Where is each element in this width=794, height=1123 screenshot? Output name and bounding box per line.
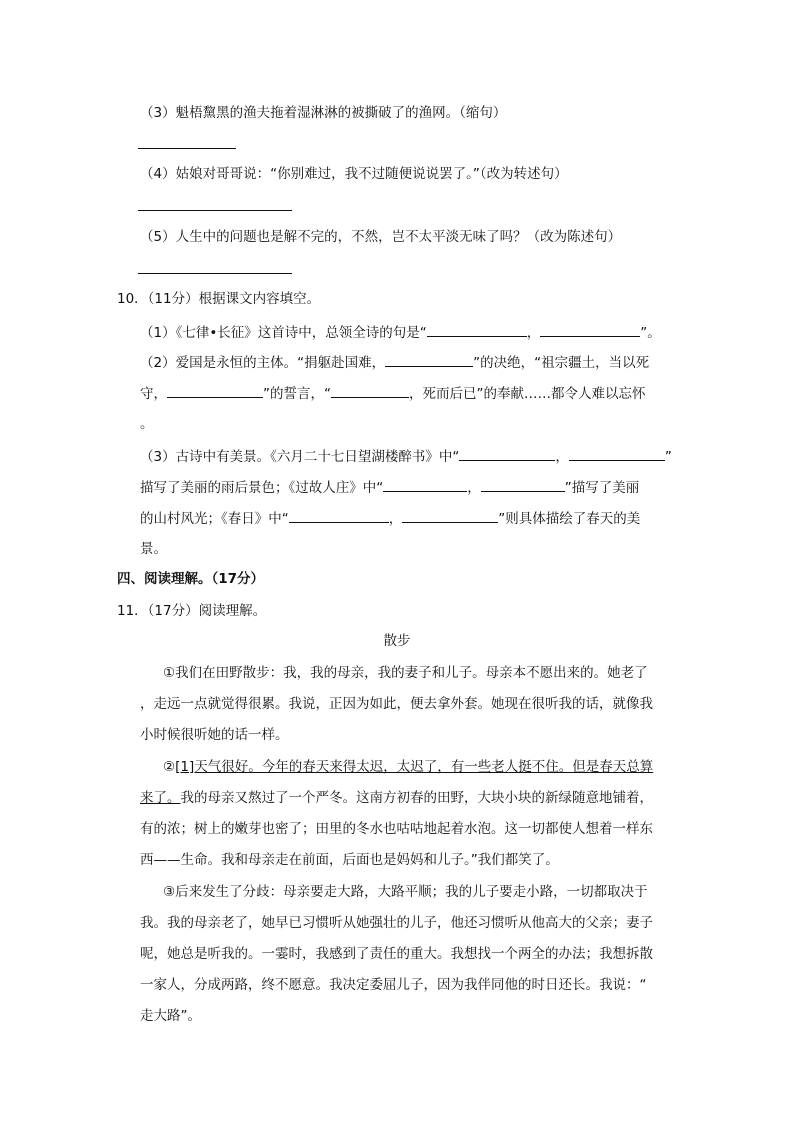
passage-title: 散步 [383, 633, 411, 649]
q10-s2-end: 。 [140, 416, 154, 432]
q10-s3-text: ” [664, 449, 672, 465]
passage-p2-line [163, 757, 653, 777]
passage-p1-line: ，走远一点就觉得很累。我说，正因为如此，便去拿外套。她现在很听我的话，就像我 [140, 696, 653, 712]
fill-blank[interactable] [481, 477, 565, 492]
passage-text: 我的母亲又熬过了一个严冬。这南方初春的田野，大块小块的新绿随意地铺着， [180, 790, 653, 806]
q9-item-3: （3）魁梧黧黑的渔夫拖着湿淋淋的被撕破了的渔网。（缩句） [140, 105, 507, 121]
q9-item-4: （4）姑娘对哥哥说：“你别难过，我不过随便说说罢了。”（改为转述句） [140, 166, 568, 182]
q10-s2-text: 守， [140, 386, 167, 402]
q10-s2-text: （2）爱国是永恒的主体。“捐躯赴国难， [140, 355, 386, 371]
fill-blank[interactable] [402, 508, 498, 523]
passage-p3-line: 我。我的母亲老了，她早已习惯听从她强壮的儿子，他还习惯听从他高大的父亲；妻子 [140, 915, 653, 931]
passage-p2-line [140, 788, 653, 808]
fill-blank[interactable] [459, 446, 555, 461]
q10-s2-text: ”的誓言，“ [263, 386, 331, 402]
q10-s3-text: 的山村风光；《春日》中“ [140, 511, 289, 527]
q10-s3-text: ， [467, 480, 481, 496]
q10-sub-3-cont [140, 477, 639, 498]
fill-blank[interactable] [331, 383, 409, 398]
fill-blank[interactable] [383, 477, 467, 492]
q11-header: 11．（17分）阅读理解。 [117, 603, 267, 619]
q10-s2-text: ，死而后已”的奉献……都令人难以忘怀 [409, 386, 646, 402]
q10-s3-text: （3）古诗中有美景。《六月二十七日望湖楼醉书》中“ [140, 449, 460, 465]
q10-s1-text: （1）《七律•长征》这首诗中，总领全诗的句是“ [140, 325, 427, 341]
passage-p2-line: 西——生命。我和母亲走在前面，后面也是妈妈和儿子。”我们都笑了。 [140, 852, 559, 868]
q10-s1-text: ”。 [640, 325, 661, 341]
underlined-sentence: 来了。 [140, 790, 181, 806]
fill-blank[interactable] [427, 322, 527, 337]
fill-blank[interactable] [289, 508, 389, 523]
answer-blank[interactable] [138, 210, 292, 211]
passage-p3-line: 呢，她总是听我的。一霎时，我感到了责任的重大。我想找一个两全的办法；我想拆散 [140, 946, 653, 962]
paragraph-number: ② [163, 759, 176, 775]
passage-p3-line: ③后来发生了分歧：母亲要走大路，大路平顺；我的儿子要走小路，一切都取决于 [163, 884, 648, 900]
section-heading: 四、阅读理解。（17分） [117, 571, 265, 587]
fill-blank[interactable] [540, 322, 640, 337]
answer-blank[interactable] [138, 148, 236, 149]
q10-s3-text: 描写了美丽的雨后景色；《过故人庄》中“ [140, 480, 384, 496]
passage-p3-line: 一家人，分成两路，终不愿意。我决定委屈儿子，因为我伴同他的时日还长。我说：“ [140, 977, 647, 993]
q10-s3-text: ， [388, 511, 403, 527]
q9-item-5: （5）人生中的问题也是解不完的，不然，岂不太平淡无味了吗？（改为陈述句） [140, 229, 622, 245]
fill-blank[interactable] [167, 383, 263, 398]
q10-s3-end: 景。 [140, 541, 167, 557]
passage-p1-line: 小时候很听她的话一样。 [140, 727, 289, 743]
passage-p2-line: 有的浓；树上的嫩芽也密了；田里的冬水也咕咕地起着水泡。这一切都使人想着一样东 [140, 821, 653, 837]
q10-s3-text: ， [555, 449, 569, 465]
q10-sub-2-cont [140, 383, 646, 404]
underlined-sentence: [1]天气很好。今年的春天来得太迟，太迟了，有一些老人挺不住。但是春天总算 [175, 759, 654, 775]
q10-s3-text: ”则具体描绘了春天的美 [498, 511, 641, 527]
q10-sub-3 [140, 446, 672, 467]
q10-sub-3-cont2 [140, 508, 640, 529]
q10-header: 10．（11分）根据课文内容填空。 [117, 291, 321, 307]
q10-sub-1 [140, 322, 661, 343]
passage-p3-line: 走大路”。 [140, 1008, 201, 1024]
fill-blank[interactable] [569, 446, 665, 461]
q10-s2-text: ”的决绝，“祖宗疆土，当以死 [473, 355, 650, 371]
q10-s1-text: ， [526, 325, 541, 341]
q10-sub-2 [140, 352, 649, 373]
q10-s3-text: ”描写了美丽 [564, 480, 640, 496]
fill-blank[interactable] [385, 352, 473, 367]
passage-p1-line: ①我们在田野散步：我，我的母亲，我的妻子和儿子。母亲本不愿出来的。她老了 [163, 665, 648, 681]
answer-blank[interactable] [138, 273, 292, 274]
